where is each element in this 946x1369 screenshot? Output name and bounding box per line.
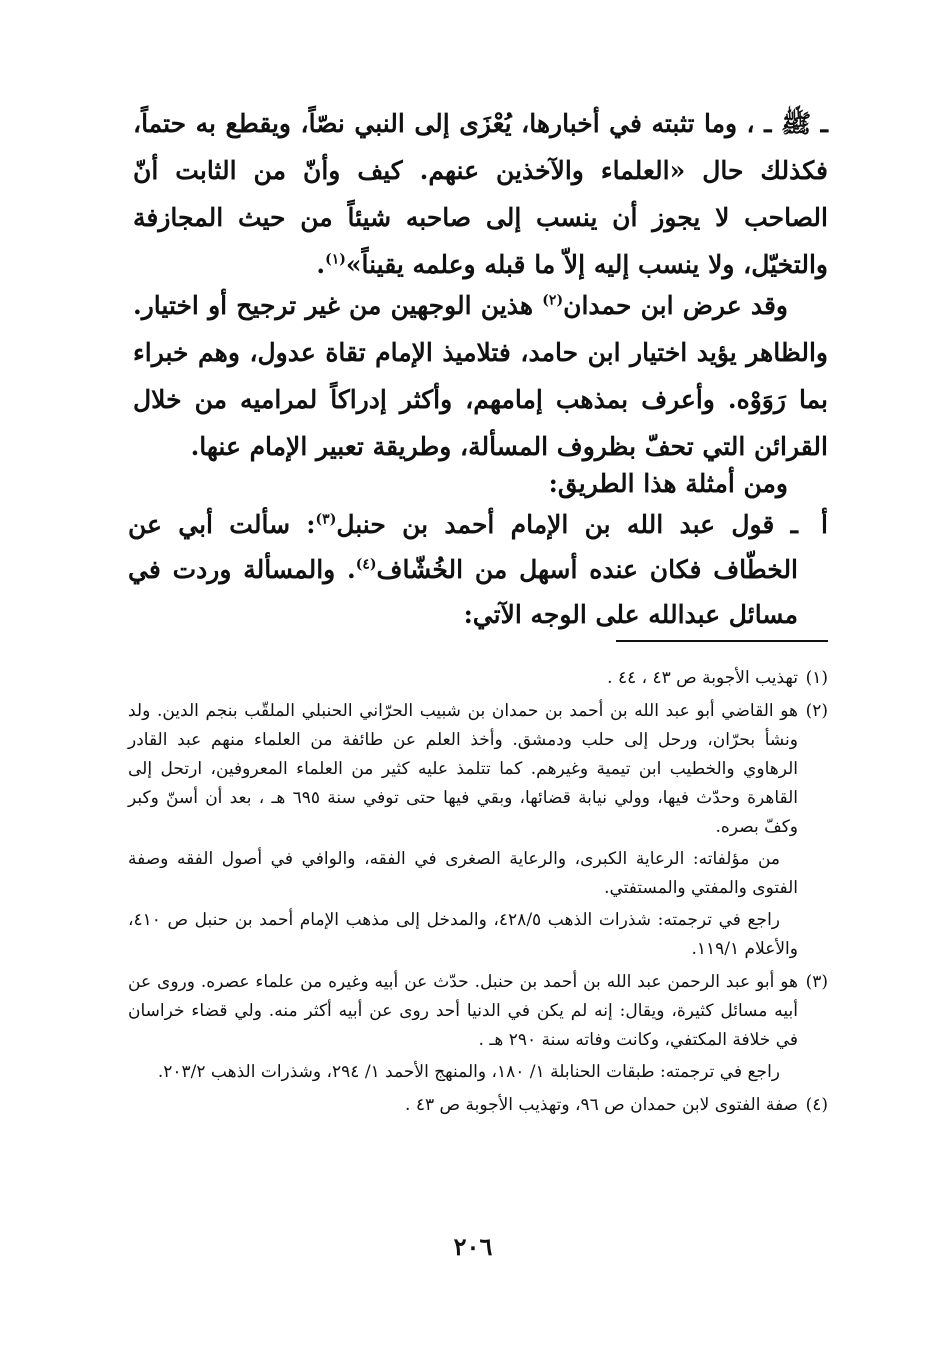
page-number: ٢٠٦ <box>453 1232 493 1261</box>
paragraph-2-rest: هذين الوجهين من غير ترجيح أو اختيار. والظاهر يؤيد اختيار ابن حامد، فتلاميذ الإمام تقاة عدول، وهم خبراء بما رَوَوْه. وأعرف بمذهب إمامهم، وأكثر إدراكاً لمراميه من خلال القرائن التي تحفّ بظروف المسألة، وطريقة تعبير الإمام عنها. <box>133 291 828 461</box>
example-a-end: . والمسألة وردت في مسائل عبدالله على الوجه الآتي: <box>128 555 798 629</box>
footnote-number: (٣) <box>805 972 828 992</box>
footnote-ref-1: (١) <box>325 251 346 268</box>
paragraph-2-start: وقد عرض ابن حمدان <box>563 291 789 320</box>
footnote-separator <box>616 640 828 642</box>
footnote-1 <box>128 664 828 693</box>
footnote-text: صفة الفتوى لابن حمدان ص ٩٦، وتهذيب الأجوبة ص ٤٣ . <box>405 1095 798 1115</box>
paragraph-1-end: . <box>316 250 326 279</box>
example-a-content <box>128 502 798 637</box>
footnote-works: من مؤلفاته: الرعاية الكبرى، والرعاية الصغرى في الفقه، والوافي في أصول الفقه وصفة الفتوى والمفتي والمستفتي. <box>128 849 798 898</box>
footnote-text: هو القاضي أبو عبد الله بن أحمد بن حمدان بن شبيب الحرّاني الحنبلي الملقّب بنجم الدين. ولد ونشأ بحرّان، ورحل إلى حلب ودمشق. وأخذ العلم عن طائفة من العلماء منهم عبد القادر الرهاوي والخطيب ابن تيمية وغيرهم. كما تتلمذ عليه كثير من العلماء المعروفين، ارتحل إلى القاهرة وحدّث فيها، وولي نيابة قضائها، وبقي فيها حتى توفي سنة ٦٩٥ هـ ، بعد أن أسنّ وكبر وكفّ بصره. <box>128 701 799 837</box>
footnote-ref-4: (٤) <box>355 556 377 573</box>
footnote-ref-3: (٣) <box>315 511 337 528</box>
footnote-ref-2: (٢) <box>542 292 564 309</box>
examples-intro <box>133 460 828 507</box>
examples-intro-text: ومن أمثلة هذا الطريق: <box>548 469 788 498</box>
footnote-4 <box>128 1091 828 1120</box>
example-a-mid: : سألت أبي عن الخطّاف فكان عنده أسهل من الخُشّاف <box>128 510 799 584</box>
footnote-number: (٤) <box>805 1095 828 1115</box>
paragraph-1-text: ـ ﷺ ـ ، وما تثبته في أخبارها، يُعْزَى إلى النبي نصّاً، ويقطع به حتماً، فكذلك حال «العلماء والآخذين عنهم. كيف وأنّ من الثابت أنّ الصاحب لا يجوز أن ينسب إلى صاحبه شيئاً من حيث المجازفة والتخيّل، ولا ينسب إليه إلاّ ما قبله وعلمه يقيناً» <box>133 109 828 279</box>
example-a-start: ـ قول عبد الله بن الإمام أحمد بن حنبل <box>336 510 798 539</box>
paragraph-2 <box>133 282 828 470</box>
footnote-number: (٢) <box>805 701 828 721</box>
footnote-text: هو أبو عبد الرحمن عبد الله بن أحمد بن حنبل. حدّث عن أبيه وغيره من علماء عصره. وروى عن أبيه مسائل كثيرة، ويقال: إنه لم يكن في الدنيا أحد روى عن أبيه أكثر منه. ولي قضاء خراسان في خلافة المكتفي، وكانت وفاته سنة ٢٩٠ هـ . <box>128 972 798 1050</box>
footnote-3 <box>128 968 828 1087</box>
example-marker: أ <box>821 510 828 539</box>
footnote-number: (١) <box>805 668 828 688</box>
paragraph-1 <box>133 100 828 288</box>
footnote-references: راجع في ترجمته: شذرات الذهب ٤٢٨/٥، والمدخل إلى مذهب الإمام أحمد بن حنبل ص ٤١٠، والأعلام ١١٩/١. <box>128 910 798 959</box>
footnote-text: تهذيب الأجوبة ص ٤٣ ، ٤٤ . <box>607 668 798 688</box>
example-a <box>128 502 828 637</box>
footnotes <box>128 664 828 1124</box>
footnote-2 <box>128 697 828 964</box>
footnote-references: راجع في ترجمته: طبقات الحنابلة ١/ ١٨٠، والمنهج الأحمد ١/ ٢٩٤، وشذرات الذهب ٢٠٣/٢. <box>157 1062 780 1082</box>
